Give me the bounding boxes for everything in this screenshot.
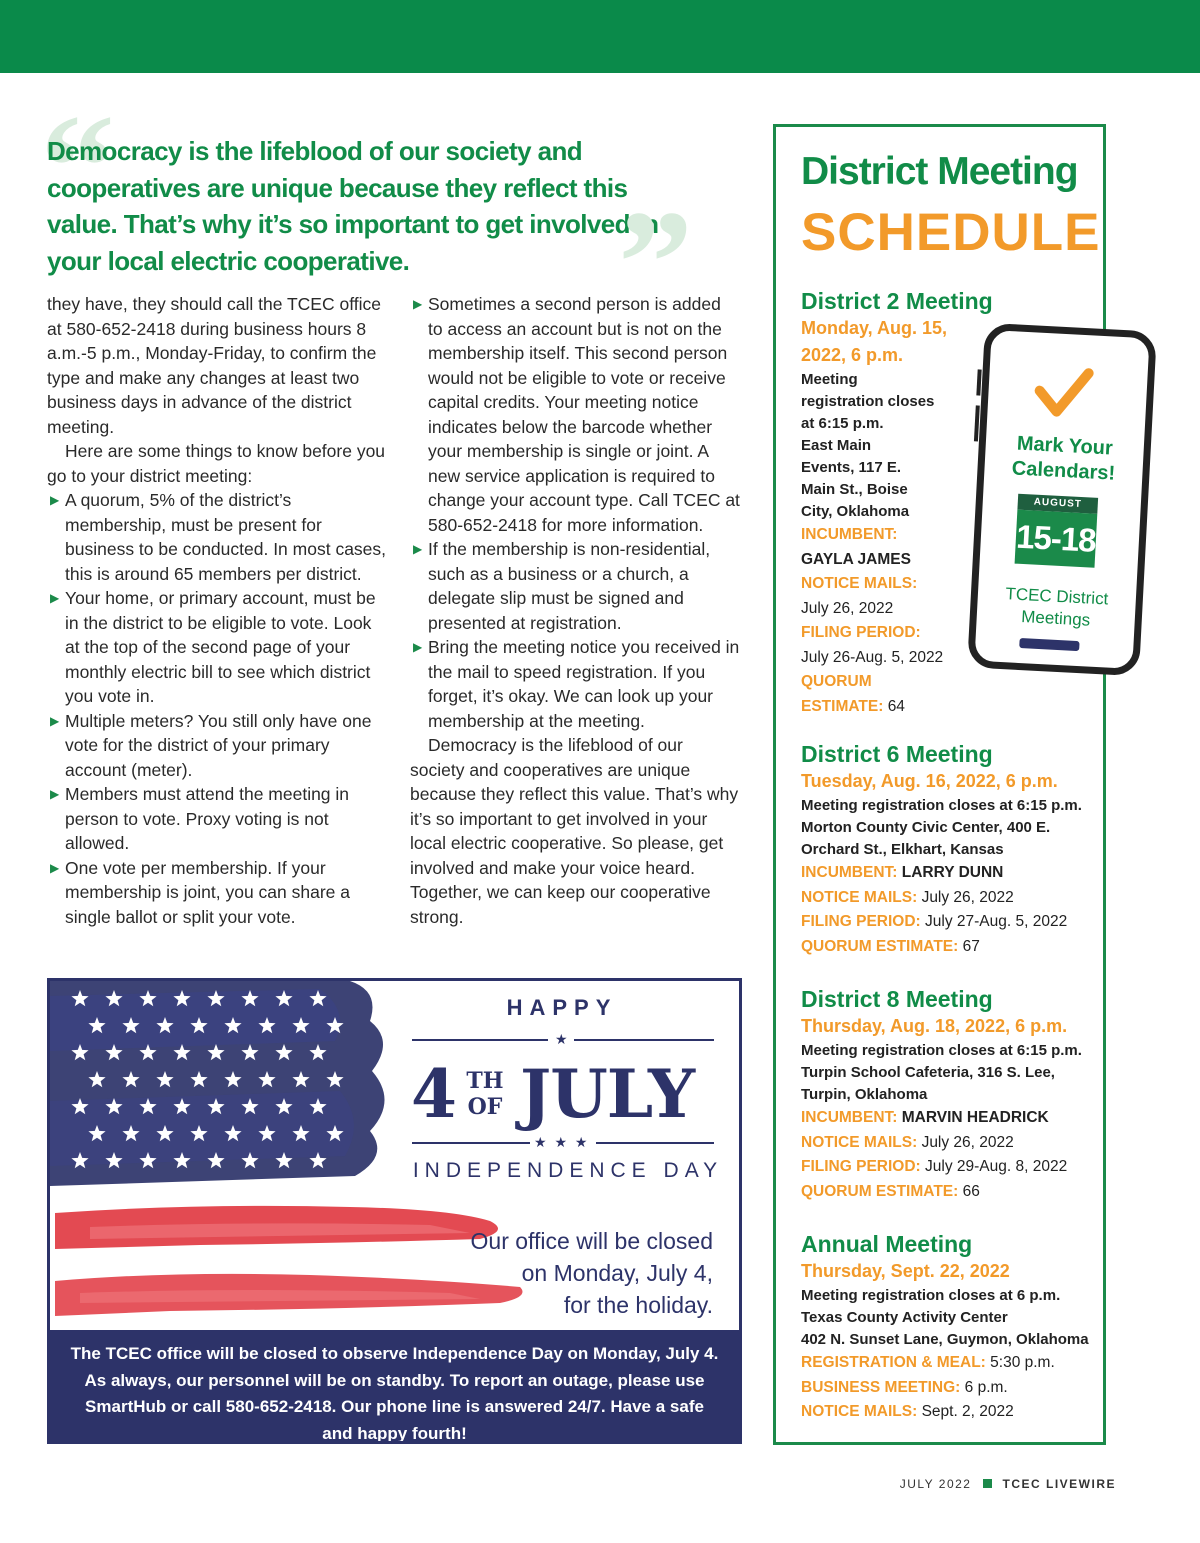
district-meeting-schedule [773, 124, 1106, 1445]
phone-home-bar [1019, 638, 1079, 651]
ad-of-text: OF [467, 1094, 503, 1120]
three-stars-icon: ★ ★ ★ [534, 1134, 590, 1150]
ad-independence-day-text: INDEPENDENCE DAY [412, 1159, 724, 1182]
calendar-phone-graphic [967, 323, 1157, 677]
ad-july-text: JULY [520, 1055, 695, 1133]
district-name: District 6 Meeting [801, 741, 993, 767]
divider [412, 1039, 548, 1041]
square-icon [983, 1479, 992, 1488]
paragraph: they have, they should call the TCEC office at 580-652-2418 during business hours 8 a.m.-5 p.m., Monday-Friday, to confirm the type and make any changes at least two business days in advance of the district meeting. [47, 294, 381, 437]
ad-four-numeral: 4 [411, 1055, 457, 1133]
article-column-1 [47, 292, 387, 929]
ad-footer-notice: The TCEC office will be closed to observe Independence Day on Monday, July 4. As always, our personnel will be on standby. To report an outage, please use SmartHub or call 580-652-2418. Our phone line is answered 24/7. Have a safe and happy fourth! [50, 1330, 739, 1441]
bullet-list [410, 292, 740, 733]
calendar-days: 15-18 [1015, 510, 1098, 568]
ad-th-superscript: TH [466, 1068, 504, 1094]
list-item: ▶ Sometimes a second person is added to access an account but is not on the membership itself. This second person would not be eligible to vote or receive capital credits. Your meeting notice indicates below the barcode whether your membership is single or joint. A new service application is required to change your account type. Call TCEC at 580-652-2418 for more information. [413, 294, 740, 535]
district-name: District 2 Meeting [801, 288, 993, 314]
meeting-date: Tuesday, Aug. 16, 2022, 6 p.m. [801, 771, 1058, 791]
phone-side-button [974, 405, 980, 441]
paragraph: Democracy is the lifeblood of our society and cooperatives are unique because they reflect this value. That’s why it’s so important to get involved in your local electric cooperative. So please, get involved and make your voice heard. Together, we can keep our cooperative strong. [410, 735, 739, 927]
phone-label: TCEC District Meetings [1005, 584, 1109, 630]
independence-day-ad [47, 978, 742, 1444]
meeting-name: Annual Meeting [801, 1231, 973, 1257]
bullet-arrow-icon: ▶ [50, 493, 60, 507]
article-column-2 [410, 292, 740, 929]
list-item: ▶ One vote per membership. If your membership is joint, you can share a single ballot or split your vote. [50, 857, 350, 927]
top-color-bar [0, 0, 1200, 73]
checkmark-icon [1032, 362, 1095, 425]
meeting-date: Thursday, Aug. 18, 2022, 6 p.m. [801, 1016, 1068, 1036]
bullet-list [47, 488, 387, 929]
ad-office-closed-text: Our office will be closed on Monday, July 4, for the holiday. [470, 1228, 713, 1318]
bullet-arrow-icon: ▶ [413, 297, 423, 311]
star-icon: ★ [555, 1031, 568, 1047]
bullet-arrow-icon: ▶ [50, 860, 60, 875]
page-footer [900, 1477, 1116, 1491]
bullet-arrow-icon: ▶ [50, 713, 60, 728]
close-quote-mark: ” [618, 180, 693, 346]
list-item: ▶ Your home, or primary account, must be in the district to be eligible to vote. Look at the top of the second page of your monthly electric bill to see which district you vote in. [50, 588, 376, 706]
district-name: District 8 Meeting [801, 986, 993, 1012]
divider [412, 1142, 530, 1144]
schedule-subtitle: SCHEDULE [801, 203, 1101, 262]
pull-quote: Democracy is the lifeblood of our society and cooperatives are unique because they reflect this value. That’s why it’s so important to get involved in your local electric cooperative. [47, 136, 659, 276]
open-quote-mark: “ [40, 84, 115, 250]
ad-happy-text: HAPPY [506, 995, 618, 1020]
paragraph: Here are some things to know before you go to your district meeting: [47, 441, 386, 486]
calendar-month: AUGUST [1017, 494, 1098, 514]
issue-date: JULY 2022 [899, 1477, 972, 1491]
bullet-arrow-icon: ▶ [413, 640, 423, 654]
bullet-arrow-icon: ▶ [50, 591, 60, 605]
bullet-arrow-icon: ▶ [50, 787, 60, 801]
list-item: ▶ Bring the meeting notice you received in the mail to speed registration. If you forget, it’s okay. We can look up your membership at the meeting. [413, 637, 740, 731]
meeting-date: 2022, 6 p.m. [801, 345, 904, 365]
phone-side-button [976, 369, 981, 395]
calendar-icon [1014, 494, 1098, 570]
meeting-date: Thursday, Sept. 22, 2022 [801, 1261, 1010, 1281]
list-item: ▶ Multiple meters? You still only have one vote for the district of your primary account (meter). [50, 710, 372, 780]
divider [574, 1039, 714, 1041]
district-6-meeting: District 6 Meeting Tuesday, Aug. 16, 2022, 6 p.m. Meeting registration closes at 6:15 p.m. Morton County Civic Center, 400 E. Orchard St., Elkhart, Kansas INCUMBENT: LARRY DUNN NOTICE MAILS: July 26, 2022 FILING PERIOD: July 27-Aug. 5, 2022 QUORUM ESTIMATE: 67 [801, 740, 1096, 959]
magazine-name: TCEC LIVEWIRE [1002, 1477, 1116, 1491]
list-item: ▶ If the membership is non-residential, such as a business or a church, a delegate slip must be signed and presented at registration. [413, 539, 711, 633]
district-2-meeting: District 2 Meeting Monday, Aug. 15, 2022, 6 p.m. Meeting registration closes at 6:15 p.m. East Main Events, 117 E. Main St., Boise City, Oklahoma INCUMBENT: GAYLA JAMES NOTICE MAILS: July 26, 2022 FILING PERIOD: July 26-Aug. 5, 2022 QUORUM ESTIMATE: 64 [801, 287, 1096, 719]
meeting-date: Monday, Aug. 15, [801, 318, 948, 338]
bullet-arrow-icon: ▶ [413, 542, 423, 556]
mark-your-calendars-text: Mark Your Calendars! [1011, 432, 1116, 485]
district-8-meeting: District 8 Meeting Thursday, Aug. 18, 2022, 6 p.m. Meeting registration closes at 6:15 p.m. Turpin School Cafeteria, 316 S. Lee, Turpin, Oklahoma INCUMBENT: MARVIN HEADRICK NOTICE MAILS: July 26, 2022 FILING PERIOD: July 29-Aug. 8, 2022 QUORUM ESTIMATE: 66 [801, 985, 1096, 1204]
divider [596, 1142, 714, 1144]
annual-meeting: Annual Meeting Thursday, Sept. 22, 2022 Meeting registration closes at 6 p.m. Texas County Activity Center 402 N. Sunset Lane, Guymon, Oklahoma REGISTRATION & MEAL: 5:30 p.m. BUSINESS MEETING: 6 p.m. NOTICE MAILS: Sept. 2, 2022 [801, 1230, 1096, 1425]
list-item: ▶ A quorum, 5% of the district’s membership, must be present for business to be conducted. In most cases, this is around 65 members per district. [50, 490, 387, 584]
schedule-title: District Meeting [801, 150, 1078, 193]
list-item: ▶ Members must attend the meeting in person to vote. Proxy voting is not allowed. [50, 784, 350, 853]
